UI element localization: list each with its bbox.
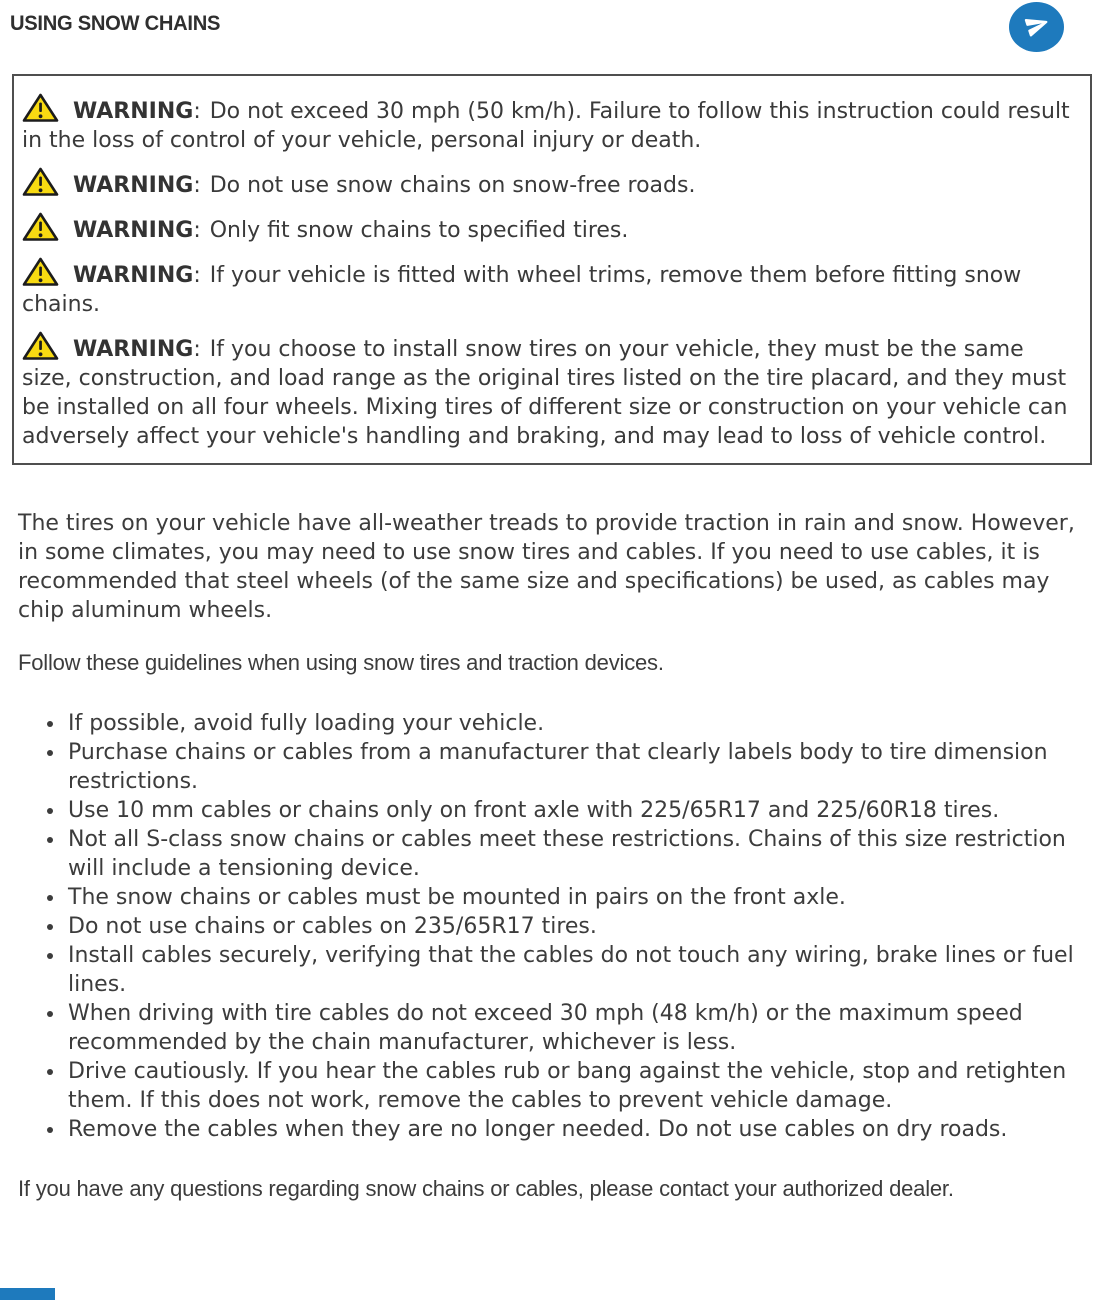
warning-item	[22, 166, 1080, 200]
bottom-accent-bar	[0, 1288, 55, 1300]
warning-triangle-icon	[22, 166, 59, 197]
list-item: • Install cables securely, verifying that the cables do not touch any wiring, brake lines or fuel lines.	[66, 941, 1083, 999]
warning-separator: :	[193, 263, 201, 288]
warning-item	[22, 330, 1080, 451]
warning-text: If you choose to install snow tires on your vehicle, they must be the same size, construction, and load range as the original tires listed on the tire placard, and they must be installed on all four wheels. Mixing tires of different size or construction on your vehicle can adversely affect your vehicle's handling and braking, and may lead to loss of vehicle control.	[22, 337, 1068, 449]
warning-triangle-icon	[22, 256, 59, 287]
list-item: • Not all S-class snow chains or cables meet these restrictions. Chains of this size restriction will include a tensioning device.	[66, 825, 1083, 883]
warning-item	[22, 256, 1080, 319]
warning-separator: :	[193, 173, 201, 198]
warning-triangle-icon	[22, 92, 59, 123]
list-item: • Drive cautiously. If you hear the cables rub or bang against the vehicle, stop and retighten them. If this does not work, remove the cables to prevent vehicle damage.	[66, 1057, 1083, 1115]
warning-separator: :	[193, 337, 201, 362]
warning-text: Do not use snow chains on snow-free roads.	[209, 173, 696, 198]
warning-triangle-icon	[22, 330, 59, 361]
warning-box	[12, 74, 1092, 465]
share-button[interactable]	[1009, 2, 1064, 52]
warning-text: Only fit snow chains to specified tires.	[209, 218, 629, 243]
warning-label: WARNING	[73, 99, 194, 124]
list-item: • If possible, avoid fully loading your vehicle.	[66, 709, 1083, 738]
warning-text: Do not exceed 30 mph (50 km/h). Failure to follow this instruction could result in the loss of control of your vehicle, personal injury or death.	[22, 99, 1070, 153]
page-header	[0, 0, 1101, 60]
list-item: • The snow chains or cables must be mounted in pairs on the front axle.	[66, 883, 1083, 912]
warning-separator: :	[193, 218, 201, 243]
warning-separator: :	[193, 99, 201, 124]
list-item: • Do not use chains or cables on 235/65R17 tires.	[66, 912, 1083, 941]
warning-label: WARNING	[73, 337, 194, 362]
warning-text: If your vehicle is fitted with wheel trims, remove them before fitting snow chains.	[22, 263, 1022, 317]
warning-label: WARNING	[73, 173, 194, 198]
guideline-list	[18, 709, 1083, 1144]
send-paper-plane-icon	[1024, 13, 1050, 42]
list-item: • When driving with tire cables do not exceed 30 mph (48 km/h) or the maximum speed recommended by the chain manufacturer, whichever is less.	[66, 999, 1083, 1057]
closing-paragraph: If you have any questions regarding snow chains or cables, please contact your authorized dealer.	[18, 1176, 954, 1201]
guidelines-intro: Follow these guidelines when using snow tires and traction devices.	[18, 650, 664, 675]
list-item: • Use 10 mm cables or chains only on front axle with 225/65R17 and 225/60R18 tires.	[66, 796, 1083, 825]
warning-item	[22, 92, 1080, 155]
page-title: USING SNOW CHAINS	[10, 12, 221, 35]
main-content	[18, 509, 1083, 1203]
warning-triangle-icon	[22, 211, 59, 242]
intro-paragraph: The tires on your vehicle have all-weather treads to provide traction in rain and snow. However, in some climates, you may need to use snow tires and cables. If you need to use cables, it is recommended that steel wheels (of the same size and specifications) be used, as cables may chip aluminum wheels.	[18, 511, 1075, 623]
warning-item	[22, 211, 1080, 245]
warning-label: WARNING	[73, 218, 194, 243]
warning-label: WARNING	[73, 263, 194, 288]
list-item: • Purchase chains or cables from a manufacturer that clearly labels body to tire dimension restrictions.	[66, 738, 1083, 796]
list-item: • Remove the cables when they are no longer needed. Do not use cables on dry roads.	[66, 1115, 1083, 1144]
